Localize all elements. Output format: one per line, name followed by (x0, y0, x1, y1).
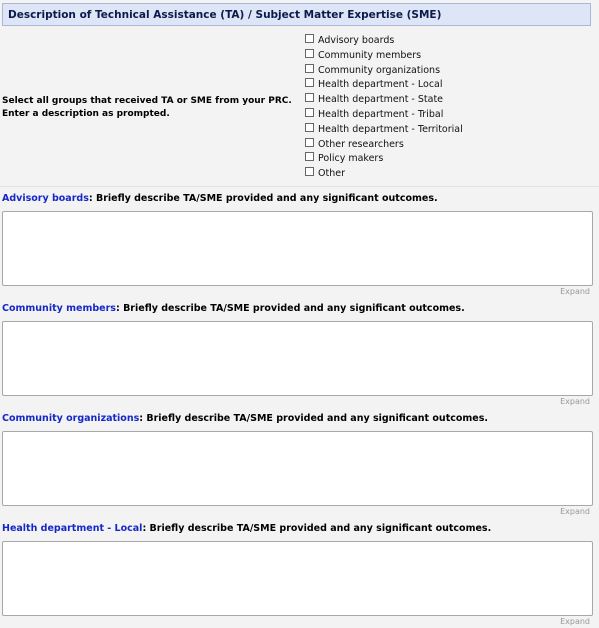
group-name: Community organizations (2, 413, 140, 424)
description-textarea[interactable] (2, 321, 593, 396)
prompt-text: Briefly describe TA/SME provided and any significant outcomes. (146, 413, 488, 424)
checkbox[interactable] (305, 93, 314, 102)
option-label[interactable]: Other (318, 168, 345, 180)
group-select-block (0, 29, 599, 181)
description-textarea[interactable] (2, 211, 593, 286)
option-label[interactable]: Health department - Territorial (318, 123, 463, 135)
question-line-2: Enter a description as prompted. (2, 109, 170, 119)
section-header (2, 3, 591, 26)
checkbox[interactable] (305, 138, 314, 147)
expand-link[interactable]: Expand (560, 617, 590, 626)
checkbox[interactable] (305, 49, 314, 58)
checkbox[interactable] (305, 78, 314, 87)
option-label[interactable]: Other researchers (318, 138, 404, 150)
section-prompt: Community organizations: Briefly describe TA/SME provided and any significant outcomes. (2, 413, 488, 424)
option-label[interactable]: Community organizations (318, 64, 441, 76)
option-label[interactable]: Advisory boards (318, 35, 395, 46)
question-label (2, 95, 292, 121)
option-label[interactable]: Policy makers (318, 153, 384, 165)
section-advisory-boards (0, 187, 599, 297)
group-name: Advisory boards (2, 193, 89, 204)
section-community-members (0, 297, 599, 407)
checkbox[interactable] (305, 34, 314, 43)
section-community-organizations (0, 407, 599, 517)
checkbox[interactable] (305, 108, 314, 117)
option-label[interactable]: Community members (318, 49, 422, 61)
checkbox[interactable] (305, 123, 314, 132)
prompt-text: Briefly describe TA/SME provided and any significant outcomes. (149, 523, 492, 534)
description-textarea[interactable] (2, 541, 593, 616)
option-label[interactable]: Health department - Tribal (318, 108, 444, 120)
section-prompt: Health department - Local: Briefly describe TA/SME provided and any significant outcomes. (2, 523, 492, 534)
checkbox[interactable] (305, 167, 314, 176)
option-label[interactable]: Health department - Local (318, 79, 443, 91)
group-name: Community members (2, 303, 116, 314)
option-label[interactable]: Health department - State (318, 94, 444, 106)
prompt-text: Briefly describe TA/SME provided and any significant outcomes. (95, 193, 438, 204)
section-prompt: Community members: Briefly describe TA/SME provided and any significant outcomes. (2, 303, 465, 314)
section-health-dept-local (0, 517, 599, 627)
description-textarea[interactable] (2, 431, 593, 506)
expand-link[interactable]: Expand (560, 287, 590, 296)
prompt-text: Briefly describe TA/SME provided and any significant outcomes. (123, 303, 465, 314)
section-title: Description of Technical Assistance (TA) / Subject Matter Expertise (SME) (8, 9, 442, 21)
question-line-1: Select all groups that received TA or SME from your PRC. (2, 96, 292, 106)
group-name: Health department - Local (2, 523, 143, 534)
expand-link[interactable]: Expand (560, 507, 590, 516)
checkbox[interactable] (305, 152, 314, 161)
expand-link[interactable]: Expand (560, 397, 590, 406)
checkbox[interactable] (305, 64, 314, 73)
section-prompt: Advisory boards: Briefly describe TA/SME provided and any significant outcomes. (2, 193, 438, 204)
